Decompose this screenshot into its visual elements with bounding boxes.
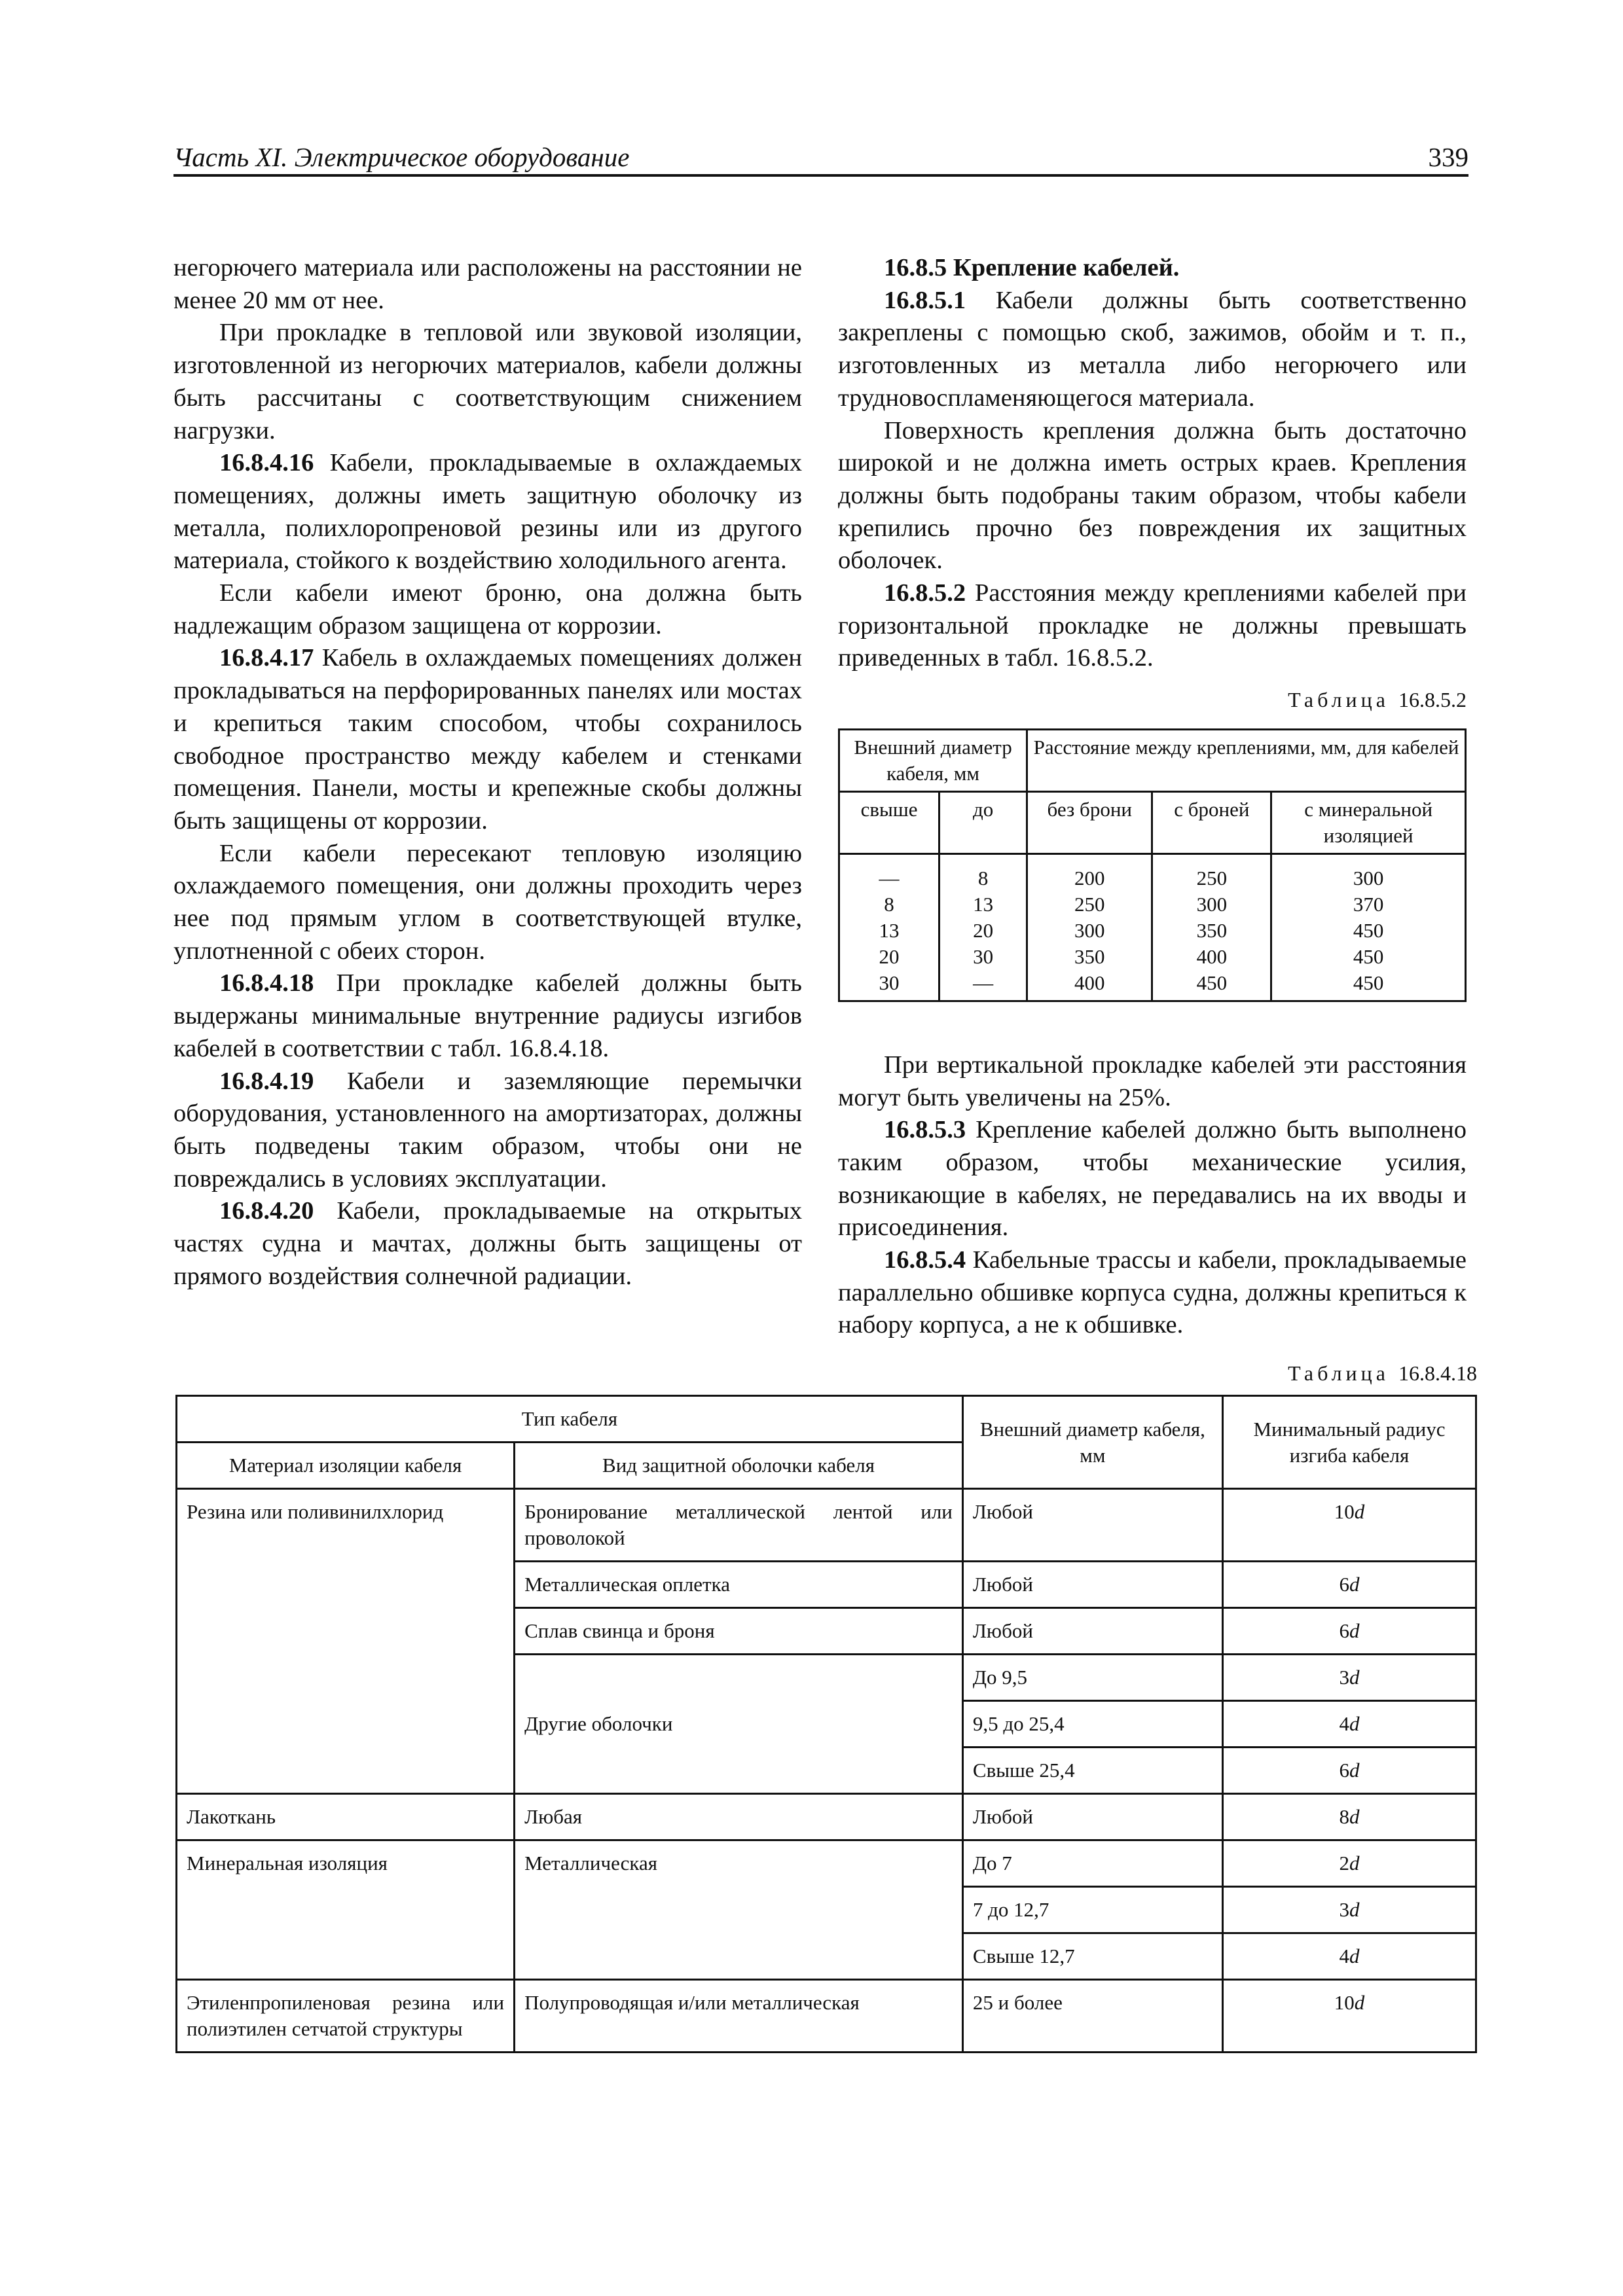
- cell: [1222, 1608, 1476, 1655]
- clause-16-8-4-20: [173, 1195, 802, 1293]
- cell-symbol: d: [1349, 1805, 1360, 1828]
- cell-value: 8: [977, 866, 989, 889]
- cell-symbol: d: [1349, 1945, 1360, 1967]
- cell-value: 30: [973, 944, 994, 968]
- page-number: 339: [1428, 142, 1468, 172]
- table-caption: [175, 1361, 1477, 1386]
- paragraph: При вертикальной прокладке кабелей эти расстояния могут быть увеличены на 25%.: [838, 1050, 1467, 1111]
- clause-number: 16.8.5.1: [884, 286, 966, 314]
- paragraph: Если кабели имеют броню, она должна быть надлежащим образом защищена от коррозии.: [173, 579, 802, 639]
- clause-text: Кабели должны быть соответственно закреплены с помощью скоб, зажимов, обойм и т. п., изготовленных из металла либо негорючего или трудновоспламеняющегося материала.: [838, 286, 1467, 412]
- clause-16-8-5-3: [838, 1114, 1467, 1244]
- cell-value: —: [879, 866, 900, 889]
- cell: Минеральная изоляция: [177, 1840, 515, 1980]
- cell-value: 200: [1074, 866, 1105, 889]
- cell-value: 10: [1334, 1500, 1355, 1523]
- cell: Этиленпропиленовая резина или полиэтилен сетчатой структуры: [177, 1980, 515, 2053]
- cell: Свыше 25,4: [962, 1748, 1222, 1794]
- cell: 25 и более: [962, 1980, 1222, 2053]
- clause-text: Кабели, прокладываемые на открытых частях судна и мачтах, должны быть защищены от прямого воздействия солнечной радиации.: [173, 1197, 802, 1290]
- cell: До 7: [962, 1840, 1222, 1887]
- cell-value: 3: [1339, 1898, 1349, 1921]
- cell-value: 10: [1334, 1991, 1355, 2014]
- table-16-8-4-18: [175, 1395, 1477, 2053]
- header-no-armor: без брони: [1027, 791, 1152, 853]
- clause-number: 16.8.4.17: [219, 644, 314, 672]
- cell-symbol: d: [1349, 1852, 1360, 1874]
- table-caption: [838, 684, 1467, 717]
- cell: 7 до 12,7: [962, 1887, 1222, 1933]
- clause-text: Кабели и заземляющие перемычки оборудования, установленного на амортизаторах, должны быть подведены таким образом, чтобы они не повреждались в условиях эксплуатации.: [173, 1067, 802, 1193]
- cell: [939, 853, 1027, 1001]
- cell: До 9,5: [962, 1655, 1222, 1701]
- clause-16-8-4-18: [173, 967, 802, 1065]
- cell-value: 250: [1074, 892, 1105, 916]
- cell-value: 13: [973, 892, 994, 916]
- cell: [1222, 1980, 1476, 2053]
- cell-value: 250: [1196, 866, 1228, 889]
- header-sheath: Вид защитной оболочки кабеля: [515, 1443, 963, 1489]
- caption-number: 16.8.4.18: [1398, 1361, 1477, 1385]
- cell: Любой: [962, 1562, 1222, 1608]
- cell-value: 450: [1353, 944, 1384, 968]
- cell-value: 450: [1196, 971, 1228, 994]
- header-bend-radius: Минимальный радиус изгиба кабеля: [1222, 1396, 1476, 1489]
- header-rule: [173, 174, 1468, 177]
- cell-value: 8: [884, 892, 894, 916]
- header-armor: с броней: [1152, 791, 1271, 853]
- cell-value: 400: [1074, 971, 1105, 994]
- cell: Полупроводящая и/или металлическая: [515, 1980, 963, 2053]
- cell-value: 450: [1353, 918, 1384, 942]
- table-row: [177, 1980, 1476, 2053]
- cell: Свыше 12,7: [962, 1933, 1222, 1980]
- cell-value: —: [973, 971, 994, 994]
- cell: 9,5 до 25,4: [962, 1701, 1222, 1748]
- cell: Сплав свинца и броня: [515, 1608, 963, 1655]
- cell-value: 8: [1339, 1805, 1349, 1828]
- clause-text: При прокладке кабелей должны быть выдержаны минимальные внутренние радиусы изгибов кабелей в соответствии с табл. 16.8.4.18.: [173, 969, 802, 1062]
- clause-text: Крепление кабелей должно быть выполнено таким образом, чтобы механические усилия, возникающие в кабелях, не передавались на их вводы и присоединения.: [838, 1116, 1467, 1242]
- right-column: [838, 252, 1467, 1342]
- header-diameter: Внешний диаметр кабеля, мм: [962, 1396, 1222, 1489]
- clause-number: 16.8.5.3: [884, 1116, 966, 1144]
- cell: Резина или поливинилхлорид: [177, 1489, 515, 1794]
- header-cable-type: Тип кабеля: [177, 1396, 963, 1443]
- cell-value: 4: [1339, 1945, 1349, 1967]
- cell-value: 350: [1196, 918, 1228, 942]
- cell-value: 370: [1353, 892, 1384, 916]
- clause-text: Расстояния между креплениями кабелей при горизонтальной прокладке не должны превышать приведенных в табл. 16.8.5.2.: [838, 579, 1467, 672]
- table-16-8-4-18-block: [175, 1361, 1477, 2053]
- cell-value: 450: [1353, 971, 1384, 994]
- clause-16-8-4-19: [173, 1066, 802, 1196]
- section-heading: 16.8.5 Крепление кабелей.: [884, 254, 1180, 281]
- cell-value: 300: [1196, 892, 1228, 916]
- table-row: [177, 1840, 1476, 1887]
- clause-number: 16.8.4.19: [219, 1067, 314, 1095]
- cell-value: 2: [1339, 1852, 1349, 1874]
- clause-number: 16.8.4.18: [219, 969, 314, 997]
- table-row: [177, 1794, 1476, 1840]
- cell-symbol: d: [1349, 1712, 1360, 1735]
- cell: [1222, 1933, 1476, 1980]
- clause-text: Кабельные трассы и кабели, прокладываемые параллельно обшивке корпуса судна, должны крепиться к набору корпуса, а не к обшивке.: [838, 1246, 1467, 1339]
- header-over: свыше: [839, 791, 939, 853]
- cell-value: 13: [879, 918, 900, 942]
- cell-value: 3: [1339, 1666, 1349, 1689]
- cell: Металлическая оплетка: [515, 1562, 963, 1608]
- clause-number: 16.8.4.20: [219, 1197, 314, 1225]
- header-diameter: Внешний диаметр кабеля, мм: [839, 729, 1027, 791]
- cell: Лакоткань: [177, 1794, 515, 1840]
- header-insulation: Материал изоляции кабеля: [177, 1443, 515, 1489]
- paragraph: Если кабели пересекают тепловую изоляцию охлаждаемого помещения, они должны проходить через нее под прямым углом в соответствующей втулке, уплотненной с обеих сторон.: [173, 839, 802, 965]
- left-column: [173, 252, 802, 1293]
- cell: Другие оболочки: [515, 1655, 963, 1794]
- cell-value: 6: [1339, 1759, 1349, 1782]
- caption-word: Таблица: [1288, 1361, 1389, 1385]
- cell: Любой: [962, 1608, 1222, 1655]
- cell-value: 350: [1074, 944, 1105, 968]
- header-title: Часть XI. Электрическое оборудование: [173, 142, 630, 172]
- cell: [1027, 853, 1152, 1001]
- header-to: до: [939, 791, 1027, 853]
- cell: [1271, 853, 1466, 1001]
- cell-symbol: d: [1349, 1666, 1360, 1689]
- cell-symbol: d: [1354, 1991, 1365, 2014]
- cell-value: 20: [879, 944, 900, 968]
- paragraph: Поверхность крепления должна быть достаточно широкой и не должна иметь острых краев. Крепления должны быть подобраны таким образом, чтобы кабели крепились прочно без повреждения их защитных оболочек.: [838, 416, 1467, 575]
- cell-value: 6: [1339, 1619, 1349, 1642]
- table-body-row: [839, 853, 1466, 1001]
- clause-16-8-4-17: [173, 642, 802, 837]
- cell: [1222, 1887, 1476, 1933]
- cell: [839, 853, 939, 1001]
- cell-value: 6: [1339, 1573, 1349, 1596]
- cell: [1152, 853, 1271, 1001]
- clause-text: Кабели, прокладываемые в охлаждаемых помещениях, должны иметь защитную оболочку из металла, полихлоропреновой резины или из другого материала, стойкого к воздействию холодильного агента.: [173, 449, 802, 575]
- cell: [1222, 1794, 1476, 1840]
- clause-16-8-5-4: [838, 1244, 1467, 1342]
- cell: [1222, 1840, 1476, 1887]
- clause-16-8-5-2: [838, 577, 1467, 675]
- clause-text: Кабель в охлаждаемых помещениях должен прокладываться на перфорированных панелях или мостах и крепиться таким способом, чтобы сохранилось свободное пространство между кабелем и стенками помещения. Панели, мосты и крепежные скобы должны быть защищены от коррозии.: [173, 644, 802, 834]
- caption-number: 16.8.5.2: [1398, 688, 1467, 712]
- paragraph: При прокладке в тепловой или звуковой изоляции, изготовленной из негорючих материалов, кабели должны быть рассчитаны с соответствующим снижением нагрузки.: [173, 319, 802, 444]
- table-16-8-5-2: [838, 728, 1467, 1002]
- cell: [1222, 1562, 1476, 1608]
- cell: Любая: [515, 1794, 963, 1840]
- cell-symbol: d: [1349, 1573, 1360, 1596]
- cell: Любой: [962, 1794, 1222, 1840]
- caption-word: Таблица: [1288, 688, 1389, 712]
- cell-value: 400: [1196, 944, 1228, 968]
- cell: [1222, 1655, 1476, 1701]
- cell-value: 300: [1353, 866, 1384, 889]
- header-mineral: с минеральной изоляцией: [1271, 791, 1466, 853]
- clause-number: 16.8.5.4: [884, 1246, 966, 1274]
- cell: Бронирование металлической лентой или проволокой: [515, 1489, 963, 1562]
- clause-number: 16.8.4.16: [219, 449, 314, 477]
- cell: [1222, 1748, 1476, 1794]
- page-header: [173, 143, 1468, 177]
- cell-value: 30: [879, 971, 900, 994]
- cell-value: 20: [973, 918, 994, 942]
- clause-number: 16.8.5.2: [884, 579, 966, 607]
- cell: Любой: [962, 1489, 1222, 1562]
- cell: [1222, 1489, 1476, 1562]
- cell-symbol: d: [1349, 1619, 1360, 1642]
- cell-symbol: d: [1349, 1898, 1360, 1921]
- cell-symbol: d: [1349, 1759, 1360, 1782]
- header-distance: Расстояние между креплениями, мм, для кабелей: [1027, 729, 1466, 791]
- cell-symbol: d: [1354, 1500, 1365, 1523]
- clause-16-8-5-1: [838, 285, 1467, 415]
- clause-16-8-4-16: [173, 447, 802, 577]
- cell-value: 4: [1339, 1712, 1349, 1735]
- cell: Металлическая: [515, 1840, 963, 1980]
- cell-value: 300: [1074, 918, 1105, 942]
- paragraph: негорючего материала или расположены на расстоянии не менее 20 мм от нее.: [173, 254, 802, 314]
- cell: [1222, 1701, 1476, 1748]
- table-row: [177, 1489, 1476, 1562]
